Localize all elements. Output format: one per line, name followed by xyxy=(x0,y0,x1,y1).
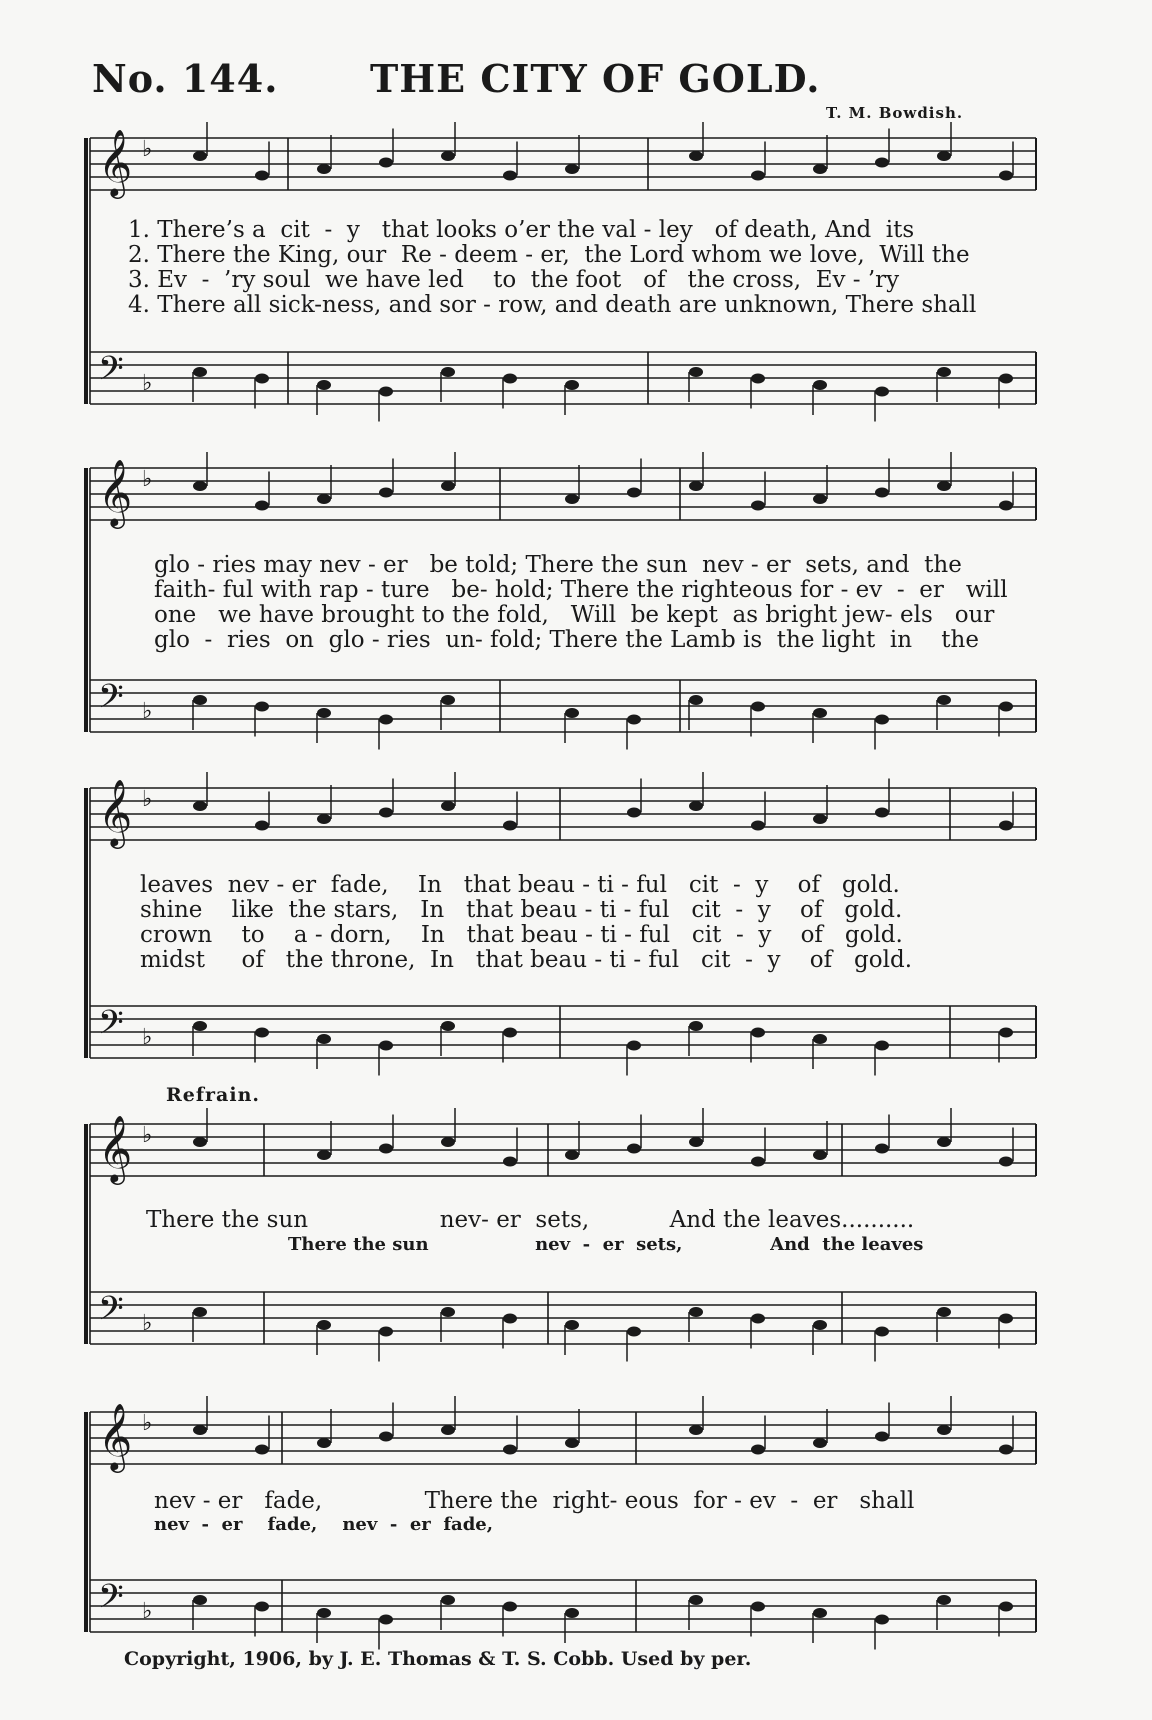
note-head xyxy=(441,1425,455,1435)
note-head xyxy=(751,702,765,712)
note-head xyxy=(813,814,827,824)
author-credit: T. M. Bowdish. xyxy=(826,104,964,122)
flat-icon: ♭ xyxy=(142,371,153,396)
note-head xyxy=(937,695,951,705)
note-head xyxy=(317,1438,331,1448)
note-head xyxy=(503,1028,517,1038)
note-head xyxy=(999,821,1013,831)
note-head xyxy=(627,715,641,725)
note-head xyxy=(813,1438,827,1448)
note-head xyxy=(255,821,269,831)
note-head xyxy=(689,1425,703,1435)
note-head xyxy=(937,367,951,377)
note-head xyxy=(503,1602,517,1612)
note-head xyxy=(999,1157,1013,1167)
note-head xyxy=(317,1320,331,1330)
note-head xyxy=(255,1028,269,1038)
note-head xyxy=(255,1602,269,1612)
note-head xyxy=(875,715,889,725)
note-head xyxy=(255,702,269,712)
note-head xyxy=(751,1602,765,1612)
note-head xyxy=(193,481,207,491)
note-head xyxy=(255,171,269,181)
treble-clef-icon: 𝄞 xyxy=(98,778,133,846)
note-head xyxy=(441,695,455,705)
note-head xyxy=(999,1028,1013,1038)
bass-clef-icon: 𝄢 xyxy=(98,1290,124,1336)
note-head xyxy=(503,1157,517,1167)
note-head xyxy=(937,1137,951,1147)
treble-clef-icon: 𝄞 xyxy=(98,128,133,196)
note-head xyxy=(503,374,517,384)
note-head xyxy=(751,171,765,181)
verse-line: faith- ful with rap - ture be- hold; There the righteous for - ev - er will xyxy=(154,577,1008,603)
note-head xyxy=(627,1144,641,1154)
note-head xyxy=(193,695,207,705)
note-head xyxy=(379,715,393,725)
refrain-label: Refrain. xyxy=(166,1084,261,1106)
note-head xyxy=(999,702,1013,712)
note-head xyxy=(813,1608,827,1618)
note-head xyxy=(441,367,455,377)
note-head xyxy=(689,1307,703,1317)
refrain-echo-line: nev - er fade, nev - er fade, xyxy=(154,1514,494,1535)
hymn-number: No. 144. xyxy=(92,56,279,101)
note-head xyxy=(627,488,641,498)
note-head xyxy=(317,1150,331,1160)
note-head xyxy=(317,1608,331,1618)
note-head xyxy=(875,488,889,498)
note-head xyxy=(937,1595,951,1605)
note-head xyxy=(255,501,269,511)
note-head xyxy=(875,387,889,397)
note-head xyxy=(751,501,765,511)
note-head xyxy=(565,380,579,390)
note-head xyxy=(999,1602,1013,1612)
note-head xyxy=(875,1615,889,1625)
note-head xyxy=(565,1438,579,1448)
note-head xyxy=(689,481,703,491)
treble-clef-icon: 𝄞 xyxy=(98,1114,133,1182)
note-head xyxy=(317,164,331,174)
note-head xyxy=(999,171,1013,181)
note-head xyxy=(813,494,827,504)
note-head xyxy=(503,1445,517,1455)
note-head xyxy=(193,367,207,377)
note-head xyxy=(689,1021,703,1031)
note-head xyxy=(441,151,455,161)
note-head xyxy=(999,1314,1013,1324)
note-head xyxy=(751,821,765,831)
note-head xyxy=(627,808,641,818)
verse-line: leaves nev - er fade, In that beau - ti - ful cit - y of gold. xyxy=(140,872,900,898)
note-head xyxy=(503,171,517,181)
flat-icon: ♭ xyxy=(142,467,153,492)
note-head xyxy=(937,1425,951,1435)
verse-line: 3. Ev - ’ry soul we have led to the foot of the cross, Ev - ’ry xyxy=(128,267,900,293)
note-head xyxy=(937,151,951,161)
note-head xyxy=(317,380,331,390)
refrain-echo-line: There the sun nev - er sets, And the leaves xyxy=(288,1234,924,1255)
note-head xyxy=(193,1425,207,1435)
note-head xyxy=(193,1021,207,1031)
bass-clef-icon: 𝄢 xyxy=(98,1004,124,1050)
bass-clef-icon: 𝄢 xyxy=(98,350,124,396)
flat-icon: ♭ xyxy=(142,699,153,724)
note-head xyxy=(627,1041,641,1051)
note-head xyxy=(441,1307,455,1317)
verse-line: midst of the throne, In that beau - ti - ful cit - y of gold. xyxy=(140,947,913,973)
note-head xyxy=(193,1307,207,1317)
flat-icon: ♭ xyxy=(142,1311,153,1336)
hymn-title: THE CITY OF GOLD. xyxy=(370,56,821,101)
note-head xyxy=(379,387,393,397)
note-head xyxy=(565,1150,579,1160)
note-head xyxy=(813,1150,827,1160)
verse-line: one we have brought to the fold, Will be kept as bright jew- els our xyxy=(154,602,995,628)
refrain-line: There the sun nev- er sets, And the leaves.......... xyxy=(146,1207,915,1233)
note-head xyxy=(689,801,703,811)
note-head xyxy=(875,1432,889,1442)
verse-line: crown to a - dorn, In that beau - ti - ful cit - y of gold. xyxy=(140,922,903,948)
note-head xyxy=(193,801,207,811)
note-head xyxy=(441,1595,455,1605)
note-head xyxy=(751,1157,765,1167)
note-head xyxy=(937,481,951,491)
flat-icon: ♭ xyxy=(142,137,153,162)
note-head xyxy=(441,801,455,811)
note-head xyxy=(875,1327,889,1337)
note-head xyxy=(379,488,393,498)
note-head xyxy=(379,1615,393,1625)
note-head xyxy=(689,695,703,705)
bass-clef-icon: 𝄢 xyxy=(98,1578,124,1624)
note-head xyxy=(813,1034,827,1044)
note-head xyxy=(565,708,579,718)
verse-line: 1. There’s a cit - y that looks o’er the val - ley of death, And its xyxy=(128,217,915,243)
note-head xyxy=(689,151,703,161)
note-head xyxy=(441,1137,455,1147)
note-head xyxy=(751,1028,765,1038)
flat-icon: ♭ xyxy=(142,1025,153,1050)
note-head xyxy=(441,1021,455,1031)
note-head xyxy=(875,1144,889,1154)
note-head xyxy=(999,374,1013,384)
note-head xyxy=(379,1041,393,1051)
note-head xyxy=(379,1327,393,1337)
verse-line: 2. There the King, our Re - deem - er, the Lord whom we love, Will the xyxy=(128,242,970,268)
note-head xyxy=(875,158,889,168)
note-head xyxy=(999,501,1013,511)
note-head xyxy=(751,1445,765,1455)
flat-icon: ♭ xyxy=(142,1123,153,1148)
note-head xyxy=(689,367,703,377)
note-head xyxy=(255,1445,269,1455)
flat-icon: ♭ xyxy=(142,1599,153,1624)
treble-clef-icon: 𝄞 xyxy=(98,458,133,526)
note-head xyxy=(193,151,207,161)
note-head xyxy=(813,708,827,718)
note-head xyxy=(875,808,889,818)
note-head xyxy=(999,1445,1013,1455)
note-head xyxy=(255,374,269,384)
bass-clef-icon: 𝄢 xyxy=(98,678,124,724)
verse-line: 4. There all sick-ness, and sor - row, and death are unknown, There shall xyxy=(128,292,977,318)
note-head xyxy=(379,1432,393,1442)
note-head xyxy=(379,158,393,168)
note-head xyxy=(751,374,765,384)
note-head xyxy=(565,1320,579,1330)
copyright-notice: Copyright, 1906, by J. E. Thomas & T. S. Cobb. Used by per. xyxy=(124,1648,752,1670)
note-head xyxy=(751,1314,765,1324)
note-head xyxy=(317,814,331,824)
note-head xyxy=(875,1041,889,1051)
note-head xyxy=(379,808,393,818)
note-head xyxy=(565,164,579,174)
note-head xyxy=(689,1595,703,1605)
note-head xyxy=(317,494,331,504)
note-head xyxy=(565,494,579,504)
note-head xyxy=(813,164,827,174)
note-head xyxy=(379,1144,393,1154)
refrain-line: nev - er fade, There the right- eous for - ev - er shall xyxy=(154,1488,915,1514)
verse-line: shine like the stars, In that beau - ti - ful cit - y of gold. xyxy=(140,897,903,923)
note-head xyxy=(813,380,827,390)
note-head xyxy=(937,1307,951,1317)
flat-icon: ♭ xyxy=(142,1411,153,1436)
note-head xyxy=(317,1034,331,1044)
note-head xyxy=(193,1137,207,1147)
treble-clef-icon: 𝄞 xyxy=(98,1402,133,1470)
note-head xyxy=(565,1608,579,1618)
note-head xyxy=(441,481,455,491)
note-head xyxy=(813,1320,827,1330)
note-head xyxy=(317,708,331,718)
note-head xyxy=(627,1327,641,1337)
note-head xyxy=(503,1314,517,1324)
verse-line: glo - ries on glo - ries un- fold; There the Lamb is the light in the xyxy=(154,627,979,653)
note-head xyxy=(193,1595,207,1605)
verse-line: glo - ries may nev - er be told; There the sun nev - er sets, and the xyxy=(154,552,962,578)
note-head xyxy=(503,821,517,831)
note-head xyxy=(689,1137,703,1147)
flat-icon: ♭ xyxy=(142,787,153,812)
